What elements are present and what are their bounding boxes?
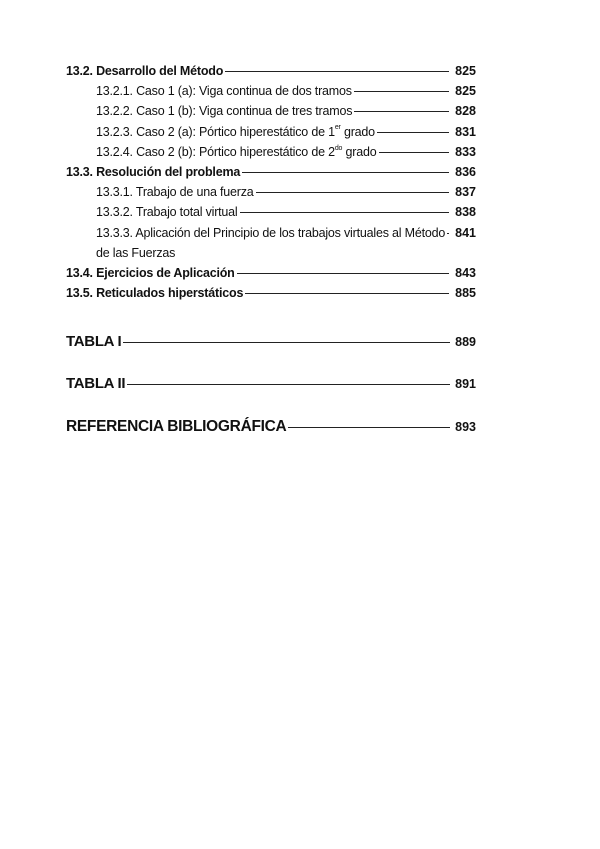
toc-page-number: 891 — [455, 377, 476, 391]
label-part: 13.2.3. Caso 2 (a): Pórtico hiperestático de 1 — [96, 124, 335, 139]
toc-entry-label: 13.5. Reticulados hiperstáticos — [66, 285, 244, 300]
toc-entry-label: 13.3.3. Aplicación del Principio de los trabajos virtuales al Método — [96, 225, 446, 240]
toc-page-number: 831 — [455, 124, 476, 139]
leader-line — [379, 152, 450, 153]
table-of-contents — [66, 62, 476, 304]
toc-entry-label: 13.2. Desarrollo del Método — [66, 64, 224, 78]
toc-entry-13-2-4[interactable] — [66, 143, 476, 163]
leader-line — [127, 384, 450, 385]
leader-line — [447, 233, 449, 234]
toc-entry-13-2-1[interactable] — [66, 82, 476, 102]
toc-entry-13-2-2[interactable] — [66, 102, 476, 122]
toc-page-number: 833 — [455, 144, 476, 159]
toc-entry-13-5[interactable] — [66, 284, 476, 304]
toc-entry-13-3-2[interactable] — [66, 203, 476, 223]
toc-page-number: 836 — [455, 164, 476, 179]
toc-entry-13-2-3[interactable] — [66, 123, 476, 143]
toc-entry-label: 13.3.1. Trabajo de una fuerza — [96, 185, 254, 200]
toc-entry-13-2[interactable] — [66, 62, 476, 82]
leader-line — [354, 111, 449, 112]
toc-page-number: 828 — [455, 104, 476, 119]
toc-page-number: 825 — [455, 84, 476, 99]
toc-entry-13-3[interactable] — [66, 163, 476, 183]
toc-page-number: 838 — [455, 205, 476, 220]
toc-entry-referencia-bibliografica[interactable] — [66, 418, 476, 436]
leader-line — [225, 71, 449, 72]
toc-entry-13-4[interactable] — [66, 264, 476, 284]
leader-line — [377, 132, 449, 133]
leader-line — [240, 212, 449, 213]
leader-line — [256, 192, 449, 193]
toc-entry-13-3-1[interactable] — [66, 183, 476, 203]
leader-line — [237, 273, 449, 274]
toc-entry-label: REFERENCIA BIBLIOGRÁFICA — [66, 418, 287, 435]
leader-line — [288, 427, 450, 428]
label-part: 13.2.4. Caso 2 (b): Pórtico hiperestático de 2 — [96, 144, 335, 159]
toc-page-number: 843 — [455, 265, 476, 280]
leader-line — [123, 342, 450, 343]
label-part: grado — [340, 124, 375, 139]
toc-entry-label: TABLA II — [66, 375, 126, 392]
toc-entry-label: 13.3.2. Trabajo total virtual — [96, 205, 238, 220]
ordinal-superscript: er — [334, 124, 341, 132]
toc-entry-label: 13.2.2. Caso 1 (b): Viga continua de tres tramos — [96, 104, 353, 119]
toc-entry-label: TABLA I — [66, 333, 122, 350]
leader-line — [245, 293, 449, 294]
toc-entry-13-3-3[interactable] — [66, 224, 476, 244]
toc-page-number: 893 — [455, 420, 476, 434]
toc-page-number: 885 — [455, 285, 476, 300]
toc-entry-tabla-1[interactable] — [66, 333, 476, 350]
toc-entry-label — [96, 143, 377, 161]
toc-entry-label: 13.2.1. Caso 1 (a): Viga continua de dos tramos — [96, 84, 352, 99]
toc-entry-continuation: de las Fuerzas — [96, 245, 176, 260]
toc-entry-label: 13.4. Ejercicios de Aplicación — [66, 265, 235, 280]
leader-line — [354, 91, 449, 92]
leader-line — [242, 172, 449, 173]
ordinal-superscript: do — [334, 144, 343, 152]
toc-page-number: 841 — [455, 225, 476, 240]
toc-entry-label — [96, 123, 375, 141]
toc-entry-label: 13.3. Resolución del problema — [66, 164, 241, 179]
toc-page-number: 889 — [455, 335, 476, 349]
label-part: grado — [342, 144, 377, 159]
toc-page-number: 825 — [455, 64, 476, 78]
toc-page-number: 837 — [455, 185, 476, 200]
toc-entry-tabla-2[interactable] — [66, 375, 476, 392]
